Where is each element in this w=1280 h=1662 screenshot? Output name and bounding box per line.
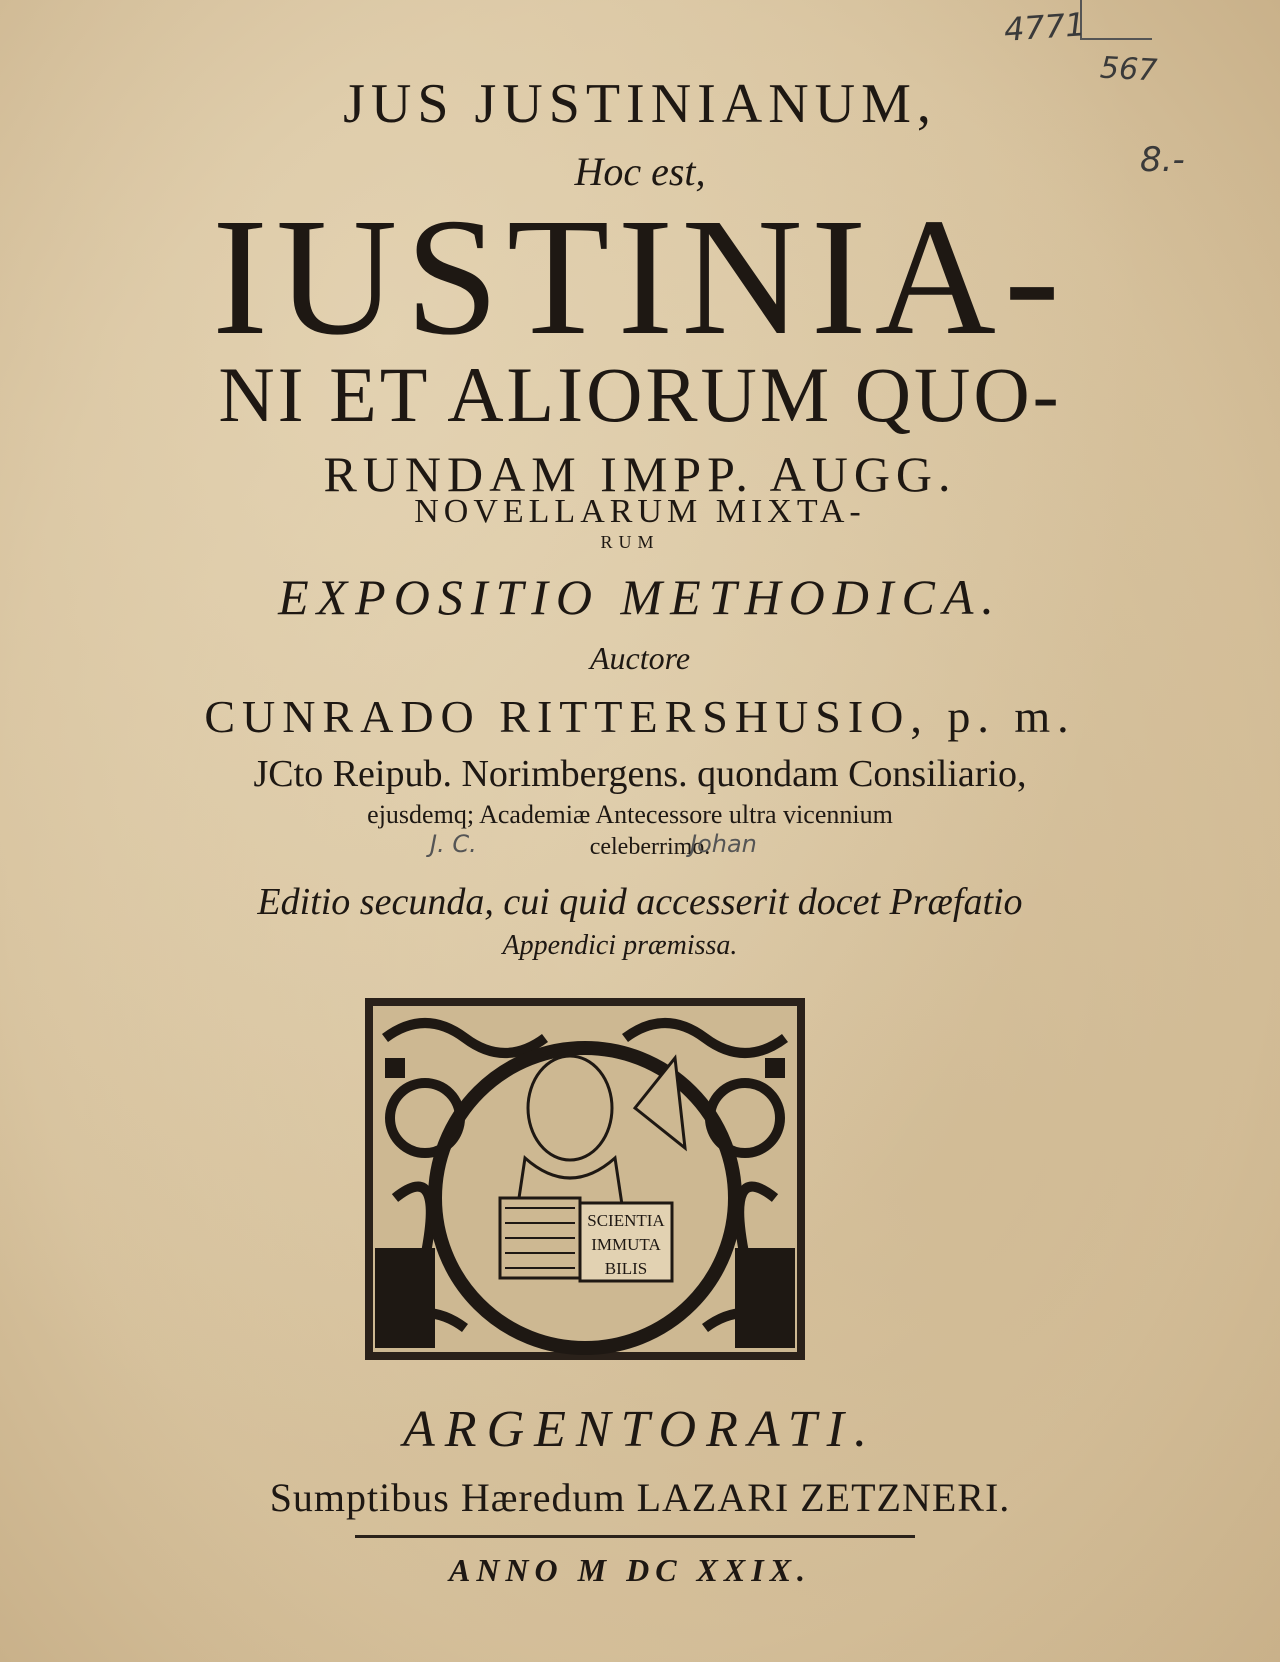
title-line-1: JUS JUSTINIANUM, [343, 73, 937, 135]
title-line-4: NI ET ALIORUM QUO- [218, 351, 1062, 438]
title-line-3: IUSTINIA- [212, 184, 1068, 370]
printers-device-emblem [365, 998, 805, 1360]
imprint-publisher: Sumptibus Hæredum LAZARI ZETZNERI. [269, 1475, 1011, 1520]
imprint-rule [355, 1535, 915, 1538]
price-note: 8.- [1140, 140, 1185, 180]
imprint-year: ANNO M DC XXIX. [448, 1552, 812, 1588]
motto-line-1: SCIENTIA [587, 1211, 665, 1230]
imprint-place: ARGENTORATI. [403, 1401, 877, 1458]
author-title-3: celeberrimo. [589, 834, 711, 860]
pencil-stroke [1082, 38, 1152, 40]
author-name: CUNRADO RITTERSHUSIO, p. m. [204, 691, 1076, 742]
motto-line-3: BILIS [604, 1259, 648, 1278]
author-title-1: JCto Reipub. Norimbergens. quondam Consiliario, [253, 753, 1027, 795]
handwritten-note-left: J. C. [430, 830, 477, 858]
title-line-2: Hoc est, [574, 149, 706, 194]
handwritten-note-right: Johan [690, 830, 757, 858]
shelf-mark-1: 4771 [1002, 5, 1087, 49]
author-title-2: ejusdemq; Academiæ Antecessore ultra vicennium [367, 800, 893, 829]
motto-line-2: IMMUTA [591, 1235, 661, 1254]
edition-line-1: Editio secunda, cui quid accesserit docet Præfatio [257, 881, 1023, 923]
edition-line-2: Appendici præmissa. [502, 930, 738, 961]
shelf-mark-2: 567 [1099, 50, 1159, 89]
title-line-8: EXPOSITIO METHODICA. [278, 569, 1002, 625]
title-line-6: NOVELLARUM MIXTA- [414, 493, 866, 530]
auctore-label: Auctore [589, 640, 691, 676]
title-line-7: RUM [600, 532, 660, 552]
title-line-5: RUNDAM IMPP. AUGG. [323, 446, 957, 502]
